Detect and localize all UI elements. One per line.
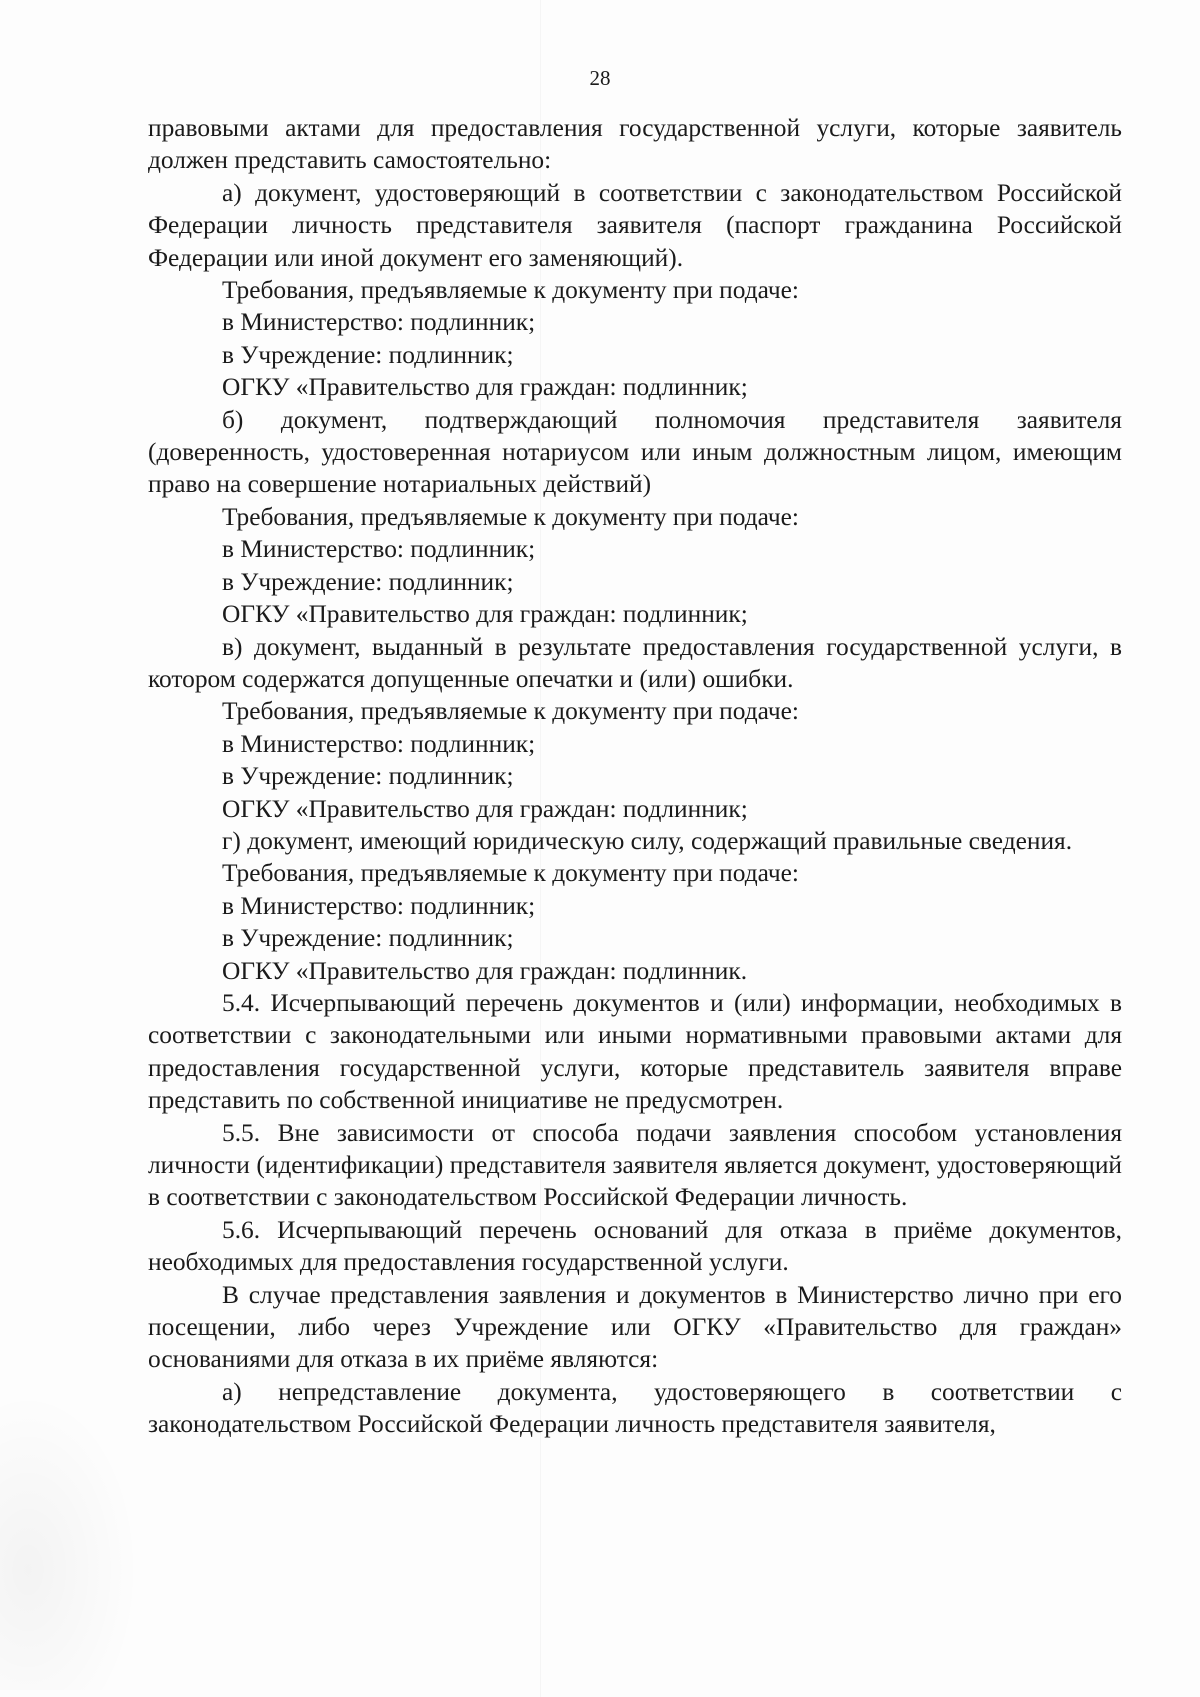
paragraph: в Учреждение: подлинник; [222, 567, 514, 596]
paragraph: в Министерство: подлинник; [222, 535, 536, 564]
document-body [148, 112, 1122, 1441]
paragraph: в Учреждение: подлинник; [222, 340, 514, 369]
paragraph: Требования, предъявляемые к документу при подаче: [222, 276, 799, 305]
paragraph: в Министерство: подлинник; [222, 891, 536, 920]
paragraph: ОГКУ «Правительство для граждан: подлинник. [222, 956, 748, 985]
paragraph: 5.5. Вне зависимости от способа подачи заявления способом установления личности (идентификации) представителя заявителя является документ, удостоверяющий в соответствии с законодательством Российской Федерации личность. [148, 1118, 1122, 1212]
paragraph: 5.6. Исчерпывающий перечень оснований для отказа в приёме документов, необходимых для предоставления государственной услуги. [148, 1215, 1122, 1277]
paragraph: Требования, предъявляемые к документу при подаче: [222, 502, 799, 531]
paragraph: Требования, предъявляемые к документу при подаче: [222, 697, 799, 726]
paragraph: в Министерство: подлинник; [222, 308, 536, 337]
scan-artifact [0, 1390, 140, 1690]
paragraph: ОГКУ «Правительство для граждан: подлинник; [222, 373, 748, 402]
paragraph: ОГКУ «Правительство для граждан: подлинник; [222, 794, 748, 823]
paragraph: в Министерство: подлинник; [222, 729, 536, 758]
paragraph: а) документ, удостоверяющий в соответствии с законодательством Российской Федерации личность представителя заявителя (паспорт гражданина Российской Федерации или иной документ его заменяющий). [148, 178, 1122, 272]
paragraph: в) документ, выданный в результате предоставления государственной услуги, в котором содержатся допущенные опечатки и (или) ошибки. [148, 632, 1122, 693]
paragraph: б) документ, подтверждающий полномочия представителя заявителя (доверенность, удостоверенная нотариусом или иным должностным лицом, имеющим право на совершение нотариальных действий) [148, 405, 1122, 499]
paragraph: 5.4. Исчерпывающий перечень документов и (или) информации, необходимых в соответствии с законодательными или иными нормативными правовыми актами для предоставления государственной услуги, которые представитель заявителя вправе представить по собственной инициативе не предусмотрен. [148, 988, 1122, 1115]
page-number: 28 [589, 66, 611, 90]
paragraph: Требования, предъявляемые к документу при подаче: [222, 859, 799, 888]
paragraph: г) документ, имеющий юридическую силу, содержащий правильные сведения. [222, 826, 1073, 855]
paragraph: ОГКУ «Правительство для граждан: подлинник; [222, 600, 748, 629]
paragraph: в Учреждение: подлинник; [222, 924, 514, 953]
paragraph: в Учреждение: подлинник; [222, 762, 514, 791]
paragraph: правовыми актами для предоставления государственной услуги, которые заявитель должен представить самостоятельно: [148, 114, 1122, 175]
paragraph: В случае представления заявления и документов в Министерство лично при его посещении, либо через Учреждение или ОГКУ «Правительство для граждан» основаниями для отказа в их приёме являются: [148, 1280, 1122, 1374]
paragraph: а) непредставление документа, удостоверяющего в соответствии с законодательством Российской Федерации личность представителя заявителя, [148, 1377, 1122, 1439]
